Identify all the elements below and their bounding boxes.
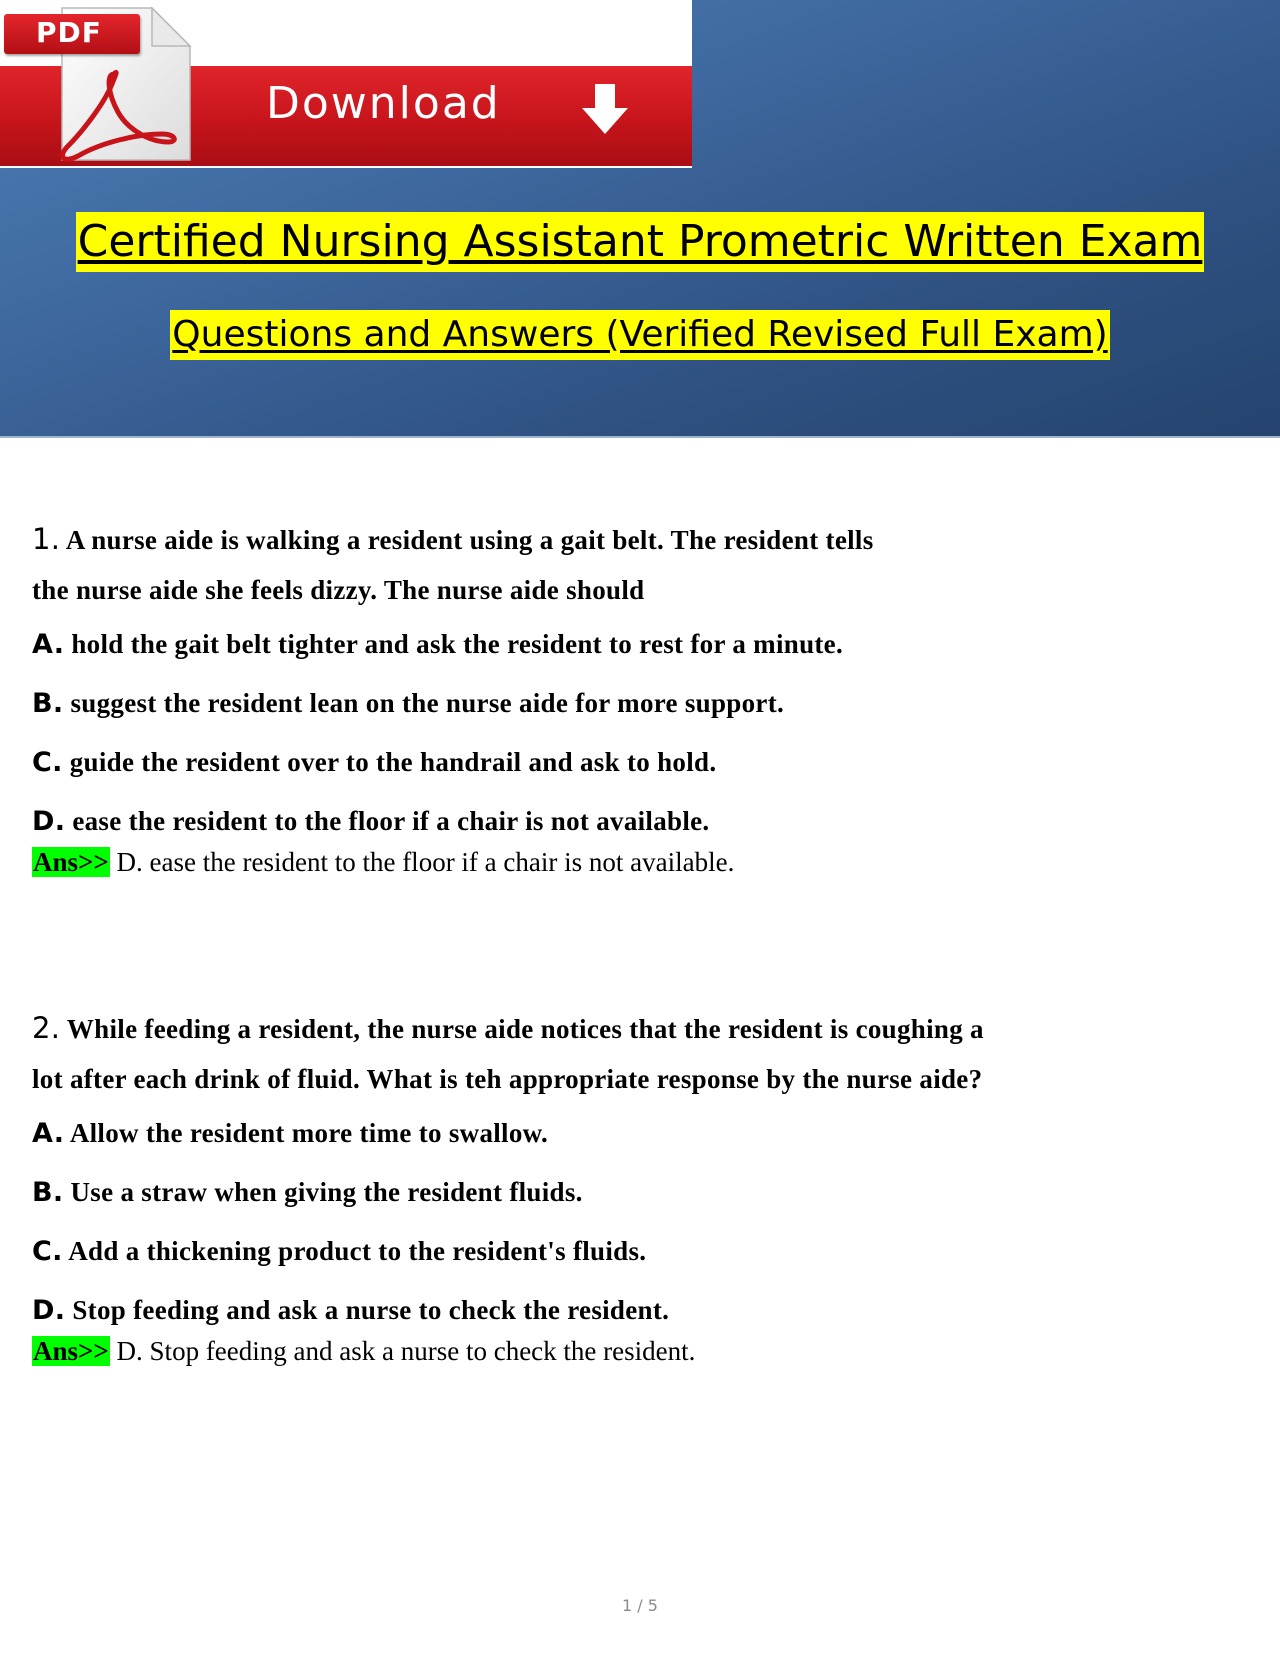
document-title xyxy=(0,212,1280,272)
title-line-2: Questions and Answers (Verified Revised Full Exam) xyxy=(170,310,1109,360)
title-line-1: Certified Nursing Assistant Prometric Written Exam xyxy=(76,212,1205,272)
option-letter: D. xyxy=(32,806,66,837)
option-a xyxy=(32,1104,1232,1163)
option-text: Allow the resident more time to swallow. xyxy=(69,1118,549,1148)
option-letter: A. xyxy=(32,629,65,660)
option-letter: C. xyxy=(32,1236,63,1267)
option-text: hold the gait belt tighter and ask the resident to rest for a minute. xyxy=(71,629,844,659)
download-label: Download xyxy=(266,78,501,129)
option-letter: C. xyxy=(32,747,63,778)
pdf-label: PDF xyxy=(36,16,102,49)
acrobat-logo-icon xyxy=(52,64,182,164)
question-number: 2. xyxy=(32,1011,61,1045)
option-d xyxy=(32,1281,1232,1340)
option-a xyxy=(32,615,1232,674)
page-indicator: 1 / 5 xyxy=(622,1596,658,1615)
option-text: guide the resident over to the handrail and ask to hold. xyxy=(69,747,717,777)
option-text: Add a thickening product to the resident's fluids. xyxy=(68,1236,647,1266)
option-b xyxy=(32,674,1232,733)
answer-tag: Ans>> xyxy=(33,1336,109,1366)
option-letter: D. xyxy=(32,1295,66,1326)
option-c xyxy=(32,733,1232,792)
question-stem-line-1: While feeding a resident, the nurse aide notices that the resident is coughing a xyxy=(66,1014,984,1044)
header-banner xyxy=(0,0,1280,438)
question-1 xyxy=(32,514,1232,879)
answer-line xyxy=(32,1334,1232,1368)
option-text: ease the resident to the floor if a chair is not available. xyxy=(72,806,710,836)
option-letter: B. xyxy=(32,1177,64,1208)
question-stem-line-2: lot after each drink of fluid. What is teh appropriate response by the nurse aide? xyxy=(32,1064,983,1094)
document-subtitle xyxy=(0,310,1280,360)
option-b xyxy=(32,1163,1232,1222)
option-d xyxy=(32,792,1232,851)
answer-text: D. ease the resident to the floor if a chair is not available. xyxy=(116,847,735,877)
question-2 xyxy=(32,1003,1232,1368)
answer-tag: Ans>> xyxy=(33,847,109,877)
answer-line xyxy=(32,845,1232,879)
question-stem xyxy=(32,1003,1232,1104)
option-text: Stop feeding and ask a nurse to check the resident. xyxy=(72,1295,670,1325)
answer-text: D. Stop feeding and ask a nurse to check the resident. xyxy=(116,1336,696,1366)
download-banner-button[interactable] xyxy=(0,0,692,168)
question-stem xyxy=(32,514,1232,615)
option-text: suggest the resident lean on the nurse aide for more support. xyxy=(70,688,785,718)
option-c xyxy=(32,1222,1232,1281)
question-stem-line-2: the nurse aide she feels dizzy. The nurse aide should xyxy=(32,575,645,605)
option-text: Use a straw when giving the resident fluids. xyxy=(70,1177,583,1207)
option-letter: B. xyxy=(32,688,64,719)
question-stem-line-1: A nurse aide is walking a resident using a gait belt. The resident tells xyxy=(65,525,874,555)
question-number: 1. xyxy=(32,522,61,556)
download-arrow-icon xyxy=(578,80,632,138)
option-letter: A. xyxy=(32,1118,65,1149)
